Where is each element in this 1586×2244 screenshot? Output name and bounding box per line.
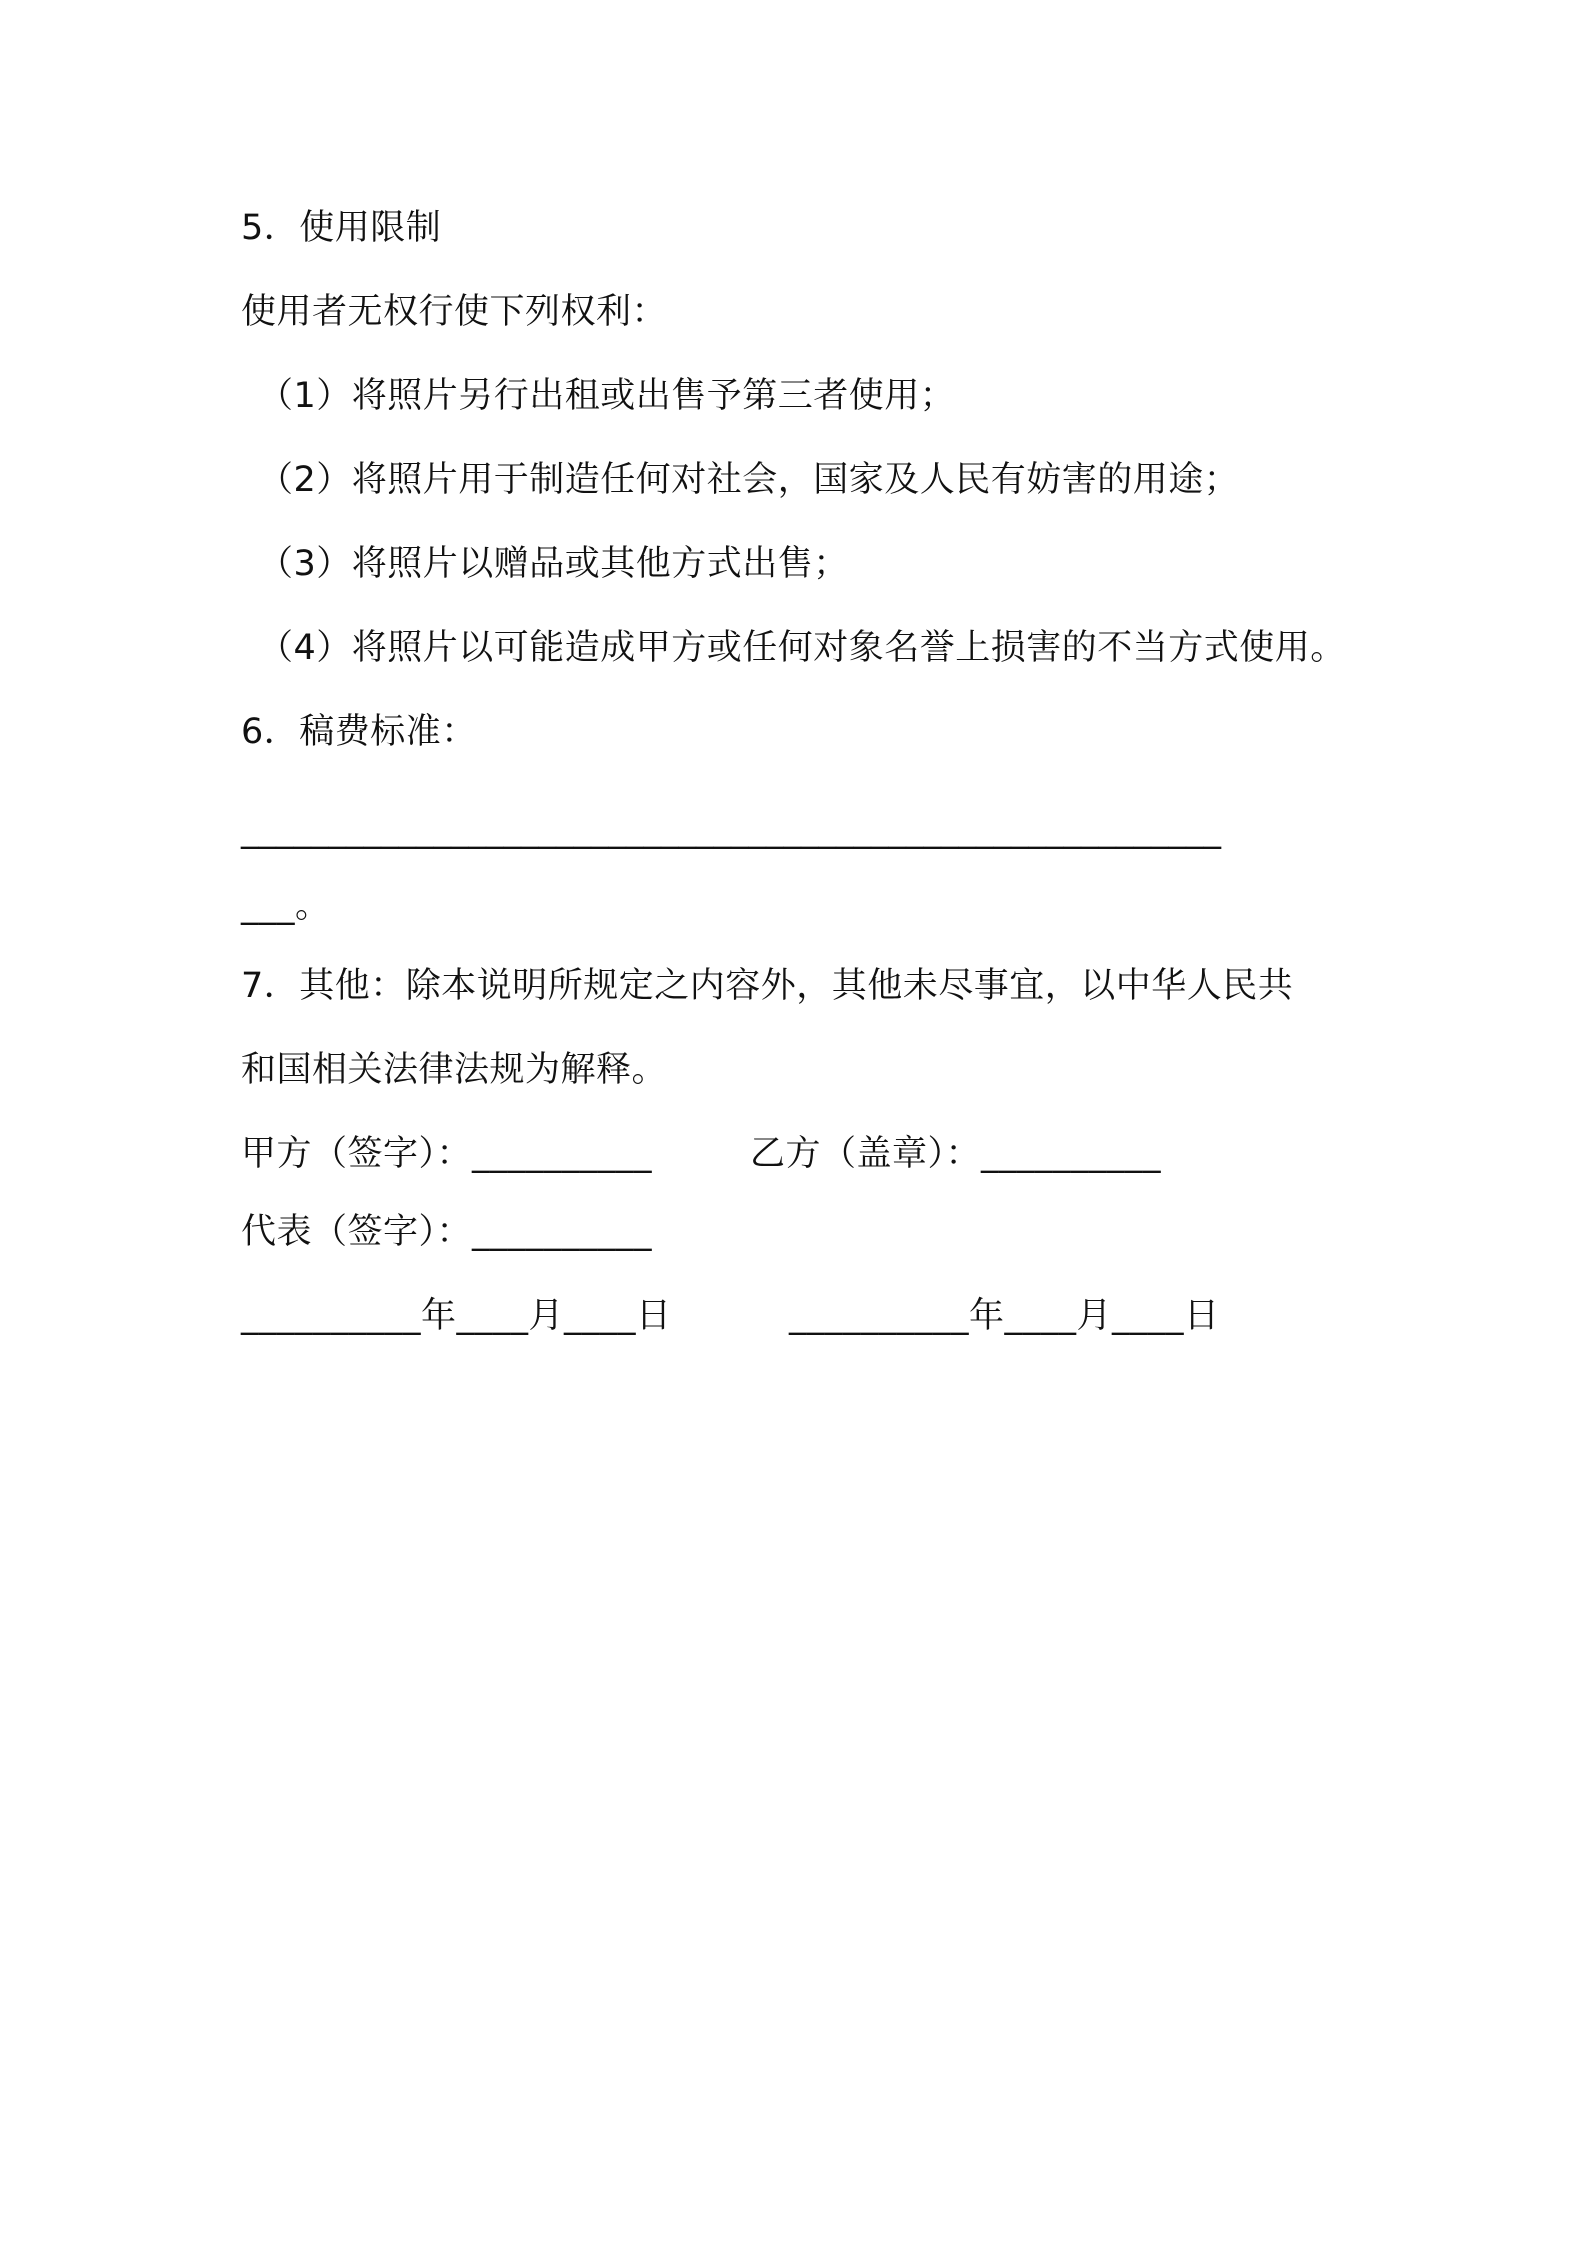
party-b-seal: 乙方（盖章）：__________: [750, 1134, 1162, 1174]
section-5-heading: 5．使用限制: [241, 208, 442, 248]
section-7-line-2: 和国相关法律法规为解释。: [241, 1050, 668, 1090]
fee-blank-line-1: ________________________________________________________: [241, 810, 1221, 850]
section-6-heading: 6．稿费标准：: [241, 712, 477, 752]
party-b-date: __________年____月____日: [789, 1296, 1220, 1336]
restriction-item-4: （4）将照片以可能造成甲方或任何对象名誉上损害的不当方式使用。: [258, 628, 1346, 668]
section-7-line-1: 7．其他：除本说明所规定之内容外，其他未尽事宜，以中华人民共: [241, 966, 1294, 1006]
party-a-date: __________年____月____日: [241, 1296, 672, 1336]
restriction-item-1: （1）将照片另行出租或出售予第三者使用；: [258, 376, 956, 416]
restriction-item-3: （3）将照片以赠品或其他方式出售；: [258, 544, 849, 584]
representative-signature: 代表（签字）：__________: [241, 1212, 653, 1252]
party-a-signature: 甲方（签字）：__________: [241, 1134, 653, 1174]
section-5-intro: 使用者无权行使下列权利：: [241, 292, 668, 332]
fee-blank-line-2: ___。: [241, 886, 331, 926]
restriction-item-2: （2）将照片用于制造任何对社会，国家及人民有妨害的用途；: [258, 460, 1240, 500]
